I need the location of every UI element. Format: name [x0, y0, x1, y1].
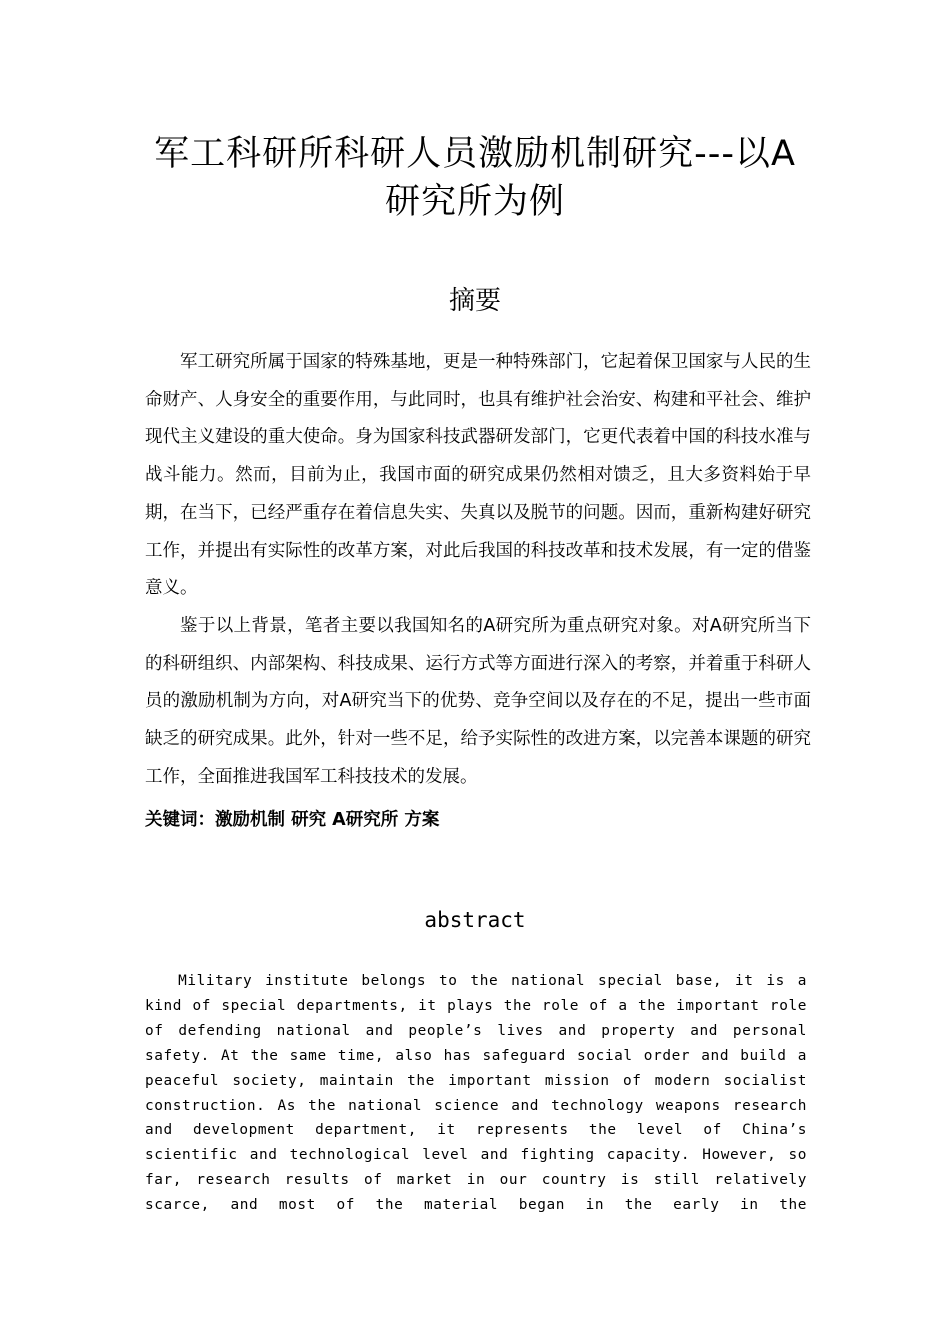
abstract-body-english — [145, 969, 807, 1218]
abstract-body-chinese — [145, 344, 811, 796]
title-line-2: 研究所为例 — [384, 182, 565, 222]
abstract-paragraph-cn: 军工研究所属于国家的特殊基地，更是一种特殊部门，它起着保卫国家与人民的生命财产、人身安全的重要作用，与此同时，也具有维护社会治安、构建和平社会、维护现代主义建设的重大使命。身为国家科技武器研发部门，它更代表着中国的科技水准与战斗能力。然而，目前为止，我国市面的研究成果仍然相对馈乏，且大多资料始于早期，在当下，已经严重存在着信息失实、失真以及脱节的问题。因而，重新构建好研究工作，并提出有实际性的改革方案，对此后我国的科技改革和技术发展，有一定的借鉴意义。 — [145, 352, 811, 599]
title-line-1: 军工科研所科研人员激励机制研究---以A — [154, 134, 796, 174]
document-title — [120, 130, 830, 226]
keywords-line: 关键词：激励机制 研究 A研究所 方案 — [145, 810, 440, 830]
abstract-paragraph-en: Military institute belongs to the national special base, it is a kind of special departments, it plays the role of a the important role of defending national and people’s lives and property and personal safety. At the same time, also has safeguard social order and build a peaceful society, maintain the important mission of modern socialist construction. As the national science and technology weapons research and development department, it represents the level of China’s scientific and technological level and fighting capacity. However, so far, research results of market in our country is still relatively scarce, and most of the material began in the early in the — [145, 973, 807, 1214]
abstract-heading-chinese: 摘要 — [448, 286, 501, 316]
abstract-paragraph-cn: 鉴于以上背景，笔者主要以我国知名的A研究所为重点研究对象。对A研究所当下的科研组织、内部架构、科技成果、运行方式等方面进行深入的考察，并着重于科研人员的激励机制为方向，对A研究当下的优势、竞争空间以及存在的不足，提出一些市面缺乏的研究成果。此外，针对一些不足，给予实际性的改进方案，以完善本课题的研究工作，全面推进我国军工科技技术的发展。 — [145, 615, 811, 787]
abstract-heading-english: abstract — [424, 908, 526, 932]
